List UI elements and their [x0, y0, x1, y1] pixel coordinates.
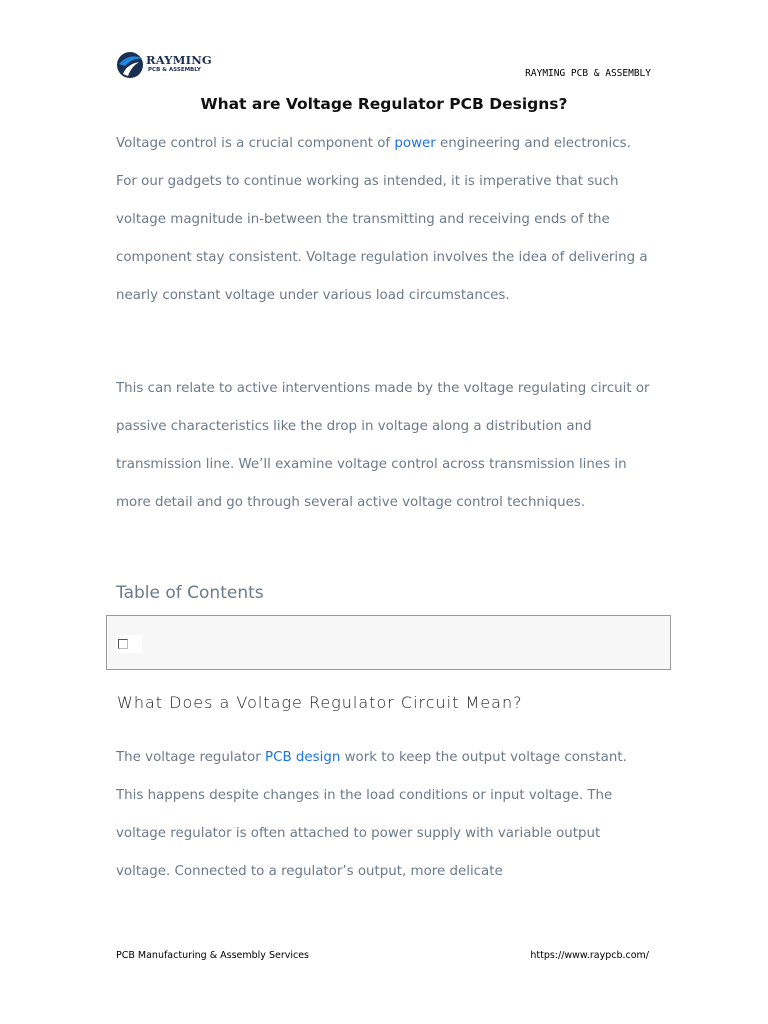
section-paragraph: [116, 739, 656, 891]
paragraph-text: engineering and electronics. For our gadgets to continue working as intended, it is imperative that such voltage magnitude in-between the transmitting and receiving ends of the component stay consistent. Voltage regulation involves the idea of delivering a nearly constant voltage under various load circumstances.: [116, 136, 648, 303]
intro-paragraph: [116, 125, 656, 315]
section-heading: What Does a Voltage Regulator Circuit Mean?: [117, 693, 523, 712]
pcb-design-link[interactable]: PCB design: [265, 750, 341, 765]
page-title: What are Voltage Regulator PCB Designs?: [200, 95, 568, 113]
header-company-name: RAYMING PCB & ASSEMBLY: [525, 68, 651, 79]
rayming-logo-icon: [115, 50, 145, 80]
footer-website-link[interactable]: https://www.raypcb.com/: [530, 950, 649, 961]
toc-container: [106, 615, 671, 670]
paragraph-text: work to keep the output voltage constant. This happens despite changes in the load conditions or input voltage. The voltage regulator is often attached to power supply with variable output voltage. Connected to a regulator’s output, more delicate: [116, 750, 627, 879]
logo-brand-text: RAYMING: [146, 53, 212, 67]
checkbox-icon: [118, 639, 128, 649]
logo-subtitle-text: PCB & ASSEMBLY: [148, 67, 201, 73]
paragraph-text: The voltage regulator: [116, 750, 266, 765]
toc-toggle-button[interactable]: [116, 635, 142, 653]
company-logo: [115, 50, 215, 80]
footer-services-text: PCB Manufacturing & Assembly Services: [116, 950, 310, 961]
power-link[interactable]: power: [394, 136, 436, 151]
second-paragraph: This can relate to active interventions made by the voltage regulating circuit or passive characteristics like the drop in voltage along a distribution and transmission line. We’ll examine voltage control across transmission lines in more detail and go through several active voltage control techniques.: [116, 381, 650, 510]
toc-heading: Table of Contents: [116, 583, 264, 603]
paragraph-text: Voltage control is a crucial component of: [116, 136, 395, 151]
